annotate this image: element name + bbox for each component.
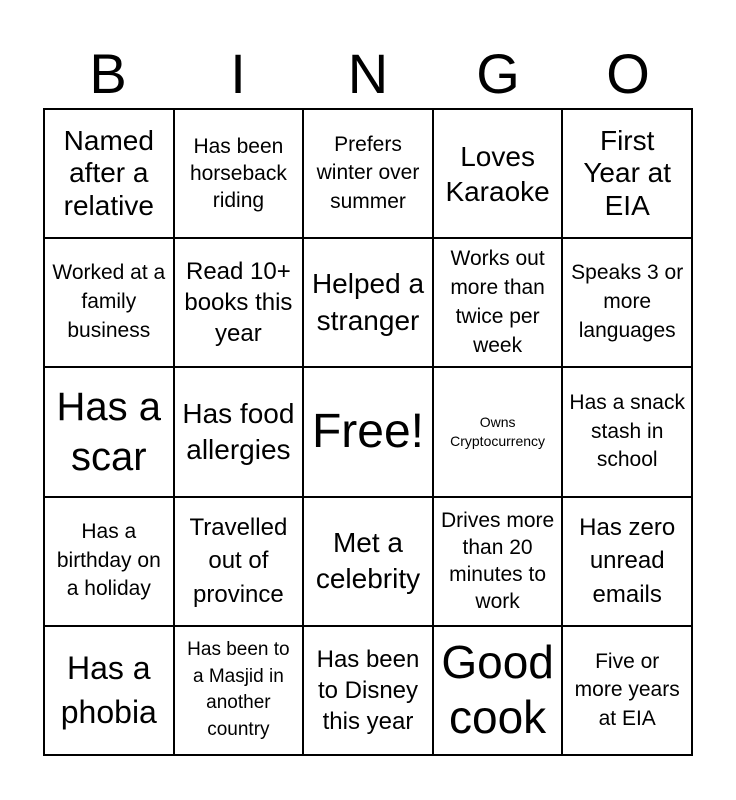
bingo-cell[interactable] xyxy=(433,367,563,496)
bingo-cell[interactable] xyxy=(303,497,433,626)
cell-label: Helped a stranger xyxy=(311,268,425,336)
cell-label: Has zero unread emails xyxy=(579,513,676,608)
bingo-cell[interactable] xyxy=(562,497,692,626)
bingo-cell[interactable] xyxy=(174,626,304,755)
bingo-cell[interactable] xyxy=(562,626,692,755)
cell-label: Owns Cryptocurrency xyxy=(450,414,546,449)
cell-label: Read 10+ books this year xyxy=(184,258,293,348)
bingo-cell[interactable] xyxy=(44,109,174,238)
cell-label: Speaks 3 or more languages xyxy=(571,261,684,343)
cell-label: Loves Karaoke xyxy=(445,140,550,207)
cell-label: Five or more years at EIA xyxy=(574,649,680,730)
bingo-header xyxy=(43,40,693,108)
bingo-cell[interactable] xyxy=(433,626,563,755)
bingo-cell free-cell[interactable] xyxy=(303,367,433,496)
header-letter-i: I xyxy=(230,42,246,105)
bingo-cell[interactable] xyxy=(44,497,174,626)
cell-label: Prefers winter over summer xyxy=(316,132,420,213)
cell-label: Has a phobia xyxy=(60,649,157,731)
cell-label: Has a birthday on a holiday xyxy=(56,520,161,601)
bingo-cell[interactable] xyxy=(174,238,304,367)
cell-label: Good cook xyxy=(441,636,554,744)
cell-label: Has food allergies xyxy=(182,397,295,465)
bingo-board xyxy=(43,108,693,756)
bingo-cell[interactable] xyxy=(174,367,304,496)
cell-label: Worked at a family business xyxy=(52,261,166,343)
cell-label: Has been horseback riding xyxy=(189,134,287,213)
bingo-cell[interactable] xyxy=(174,109,304,238)
bingo-cell[interactable] xyxy=(303,109,433,238)
cell-label: Has a snack stash in school xyxy=(569,391,685,472)
bingo-cell[interactable] xyxy=(303,238,433,367)
cell-label: Has a scar xyxy=(56,384,162,479)
bingo-cell[interactable] xyxy=(562,238,692,367)
bingo-cell[interactable] xyxy=(562,367,692,496)
bingo-cell[interactable] xyxy=(433,109,563,238)
cell-label: Named after a relative xyxy=(63,124,154,221)
bingo-cell[interactable] xyxy=(44,367,174,496)
cell-label: Travelled out of province xyxy=(189,513,288,608)
bingo-cell[interactable] xyxy=(44,626,174,755)
cell-label: Met a celebrity xyxy=(315,526,421,595)
bingo-cell[interactable] xyxy=(44,238,174,367)
header-letter-g: G xyxy=(476,42,520,105)
cell-label: Has been to Disney this year xyxy=(316,645,420,735)
cell-label: Drives more than 20 minutes to work xyxy=(441,508,555,614)
cell-label: Works out more than twice per week xyxy=(450,246,545,357)
bingo-cell[interactable] xyxy=(433,238,563,367)
free-space-label: Free! xyxy=(311,405,424,459)
cell-label: First Year at EIA xyxy=(583,124,672,221)
bingo-cell[interactable] xyxy=(433,497,563,626)
header-letter-b: B xyxy=(89,42,127,105)
bingo-cell[interactable] xyxy=(562,109,692,238)
cell-label: Has been to a Masjid in another country xyxy=(187,639,290,740)
header-letter-o: O xyxy=(606,42,650,105)
bingo-cell[interactable] xyxy=(303,626,433,755)
header-letter-n: N xyxy=(347,42,389,105)
bingo-cell[interactable] xyxy=(174,497,304,626)
